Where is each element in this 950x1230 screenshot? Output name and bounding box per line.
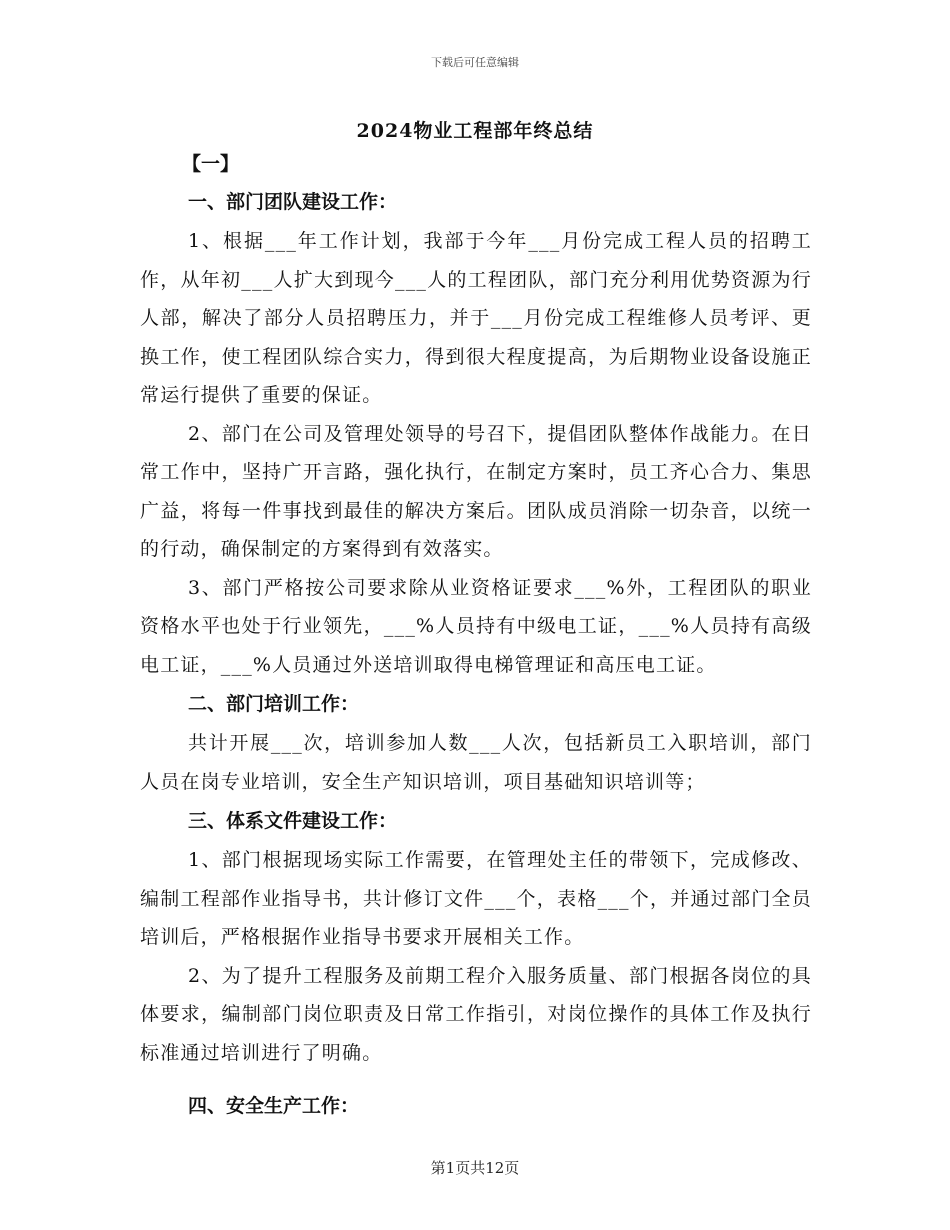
document-title: 2024物业工程部年终总结	[356, 120, 594, 142]
section-heading: 三、体系文件建设工作：	[188, 810, 398, 832]
page-header-note: 下载后可任意编辑	[431, 56, 519, 69]
section-mark: 【一】	[182, 153, 240, 175]
paragraph: 2、为了提升工程服务及前期工程介入服务质量、部门根据各岗位的具体要求，编制部门岗位职责及日常工作指引，对岗位操作的具体工作及执行标准通过培训进行了明确。	[140, 964, 812, 1064]
section-heading: 四、安全生产工作：	[188, 1095, 360, 1117]
paragraph: 1、根据___年工作计划，我部于今年___月份完成工程人员的招聘工作，从年初___人扩大到现今___人的工程团队，部门充分利用优势资源为行人部，解决了部分人员招聘压力，并于___月份完成工程维修人员考评、更换工作，使工程团队综合实力，得到很大程度提高，为后期物业设备设施正常运行提供了重要的保证。	[140, 230, 812, 406]
paragraph: 2、部门在公司及管理处领导的号召下，提倡团队整体作战能力。在日常工作中，坚持广开言路，强化执行，在制定方案时，员工齐心合力、集思广益，将每一件事找到最佳的解决方案后。团队成员消除一切杂音，以统一的行动，确保制定的方案得到有效落实。	[140, 422, 812, 560]
document-body	[140, 148, 812, 1126]
paragraph: 1、部门根据现场实际工作需要，在管理处主任的带领下，完成修改、编制工程部作业指导书，共计修订文件___个，表格___个，并通过部门全员培训后，严格根据作业指导书要求开展相关工作。	[140, 849, 812, 948]
section-heading: 一、部门团队建设工作：	[188, 191, 398, 213]
paragraph: 3、部门严格按公司要求除从业资格证要求___%外，工程团队的职业资格水平也处于行业领先，___%人员持有中级电工证，___%人员持有高级电工证，___%人员通过外送培训取得电梯管理证和高压电工证。	[140, 576, 812, 676]
page-number: 第1页共12页	[430, 1159, 520, 1177]
paragraph: 共计开展___次，培训参加人数___人次，包括新员工入职培训，部门人员在岗专业培训，安全生产知识培训，项目基础知识培训等；	[140, 732, 812, 793]
section-heading: 二、部门培训工作：	[188, 693, 360, 715]
